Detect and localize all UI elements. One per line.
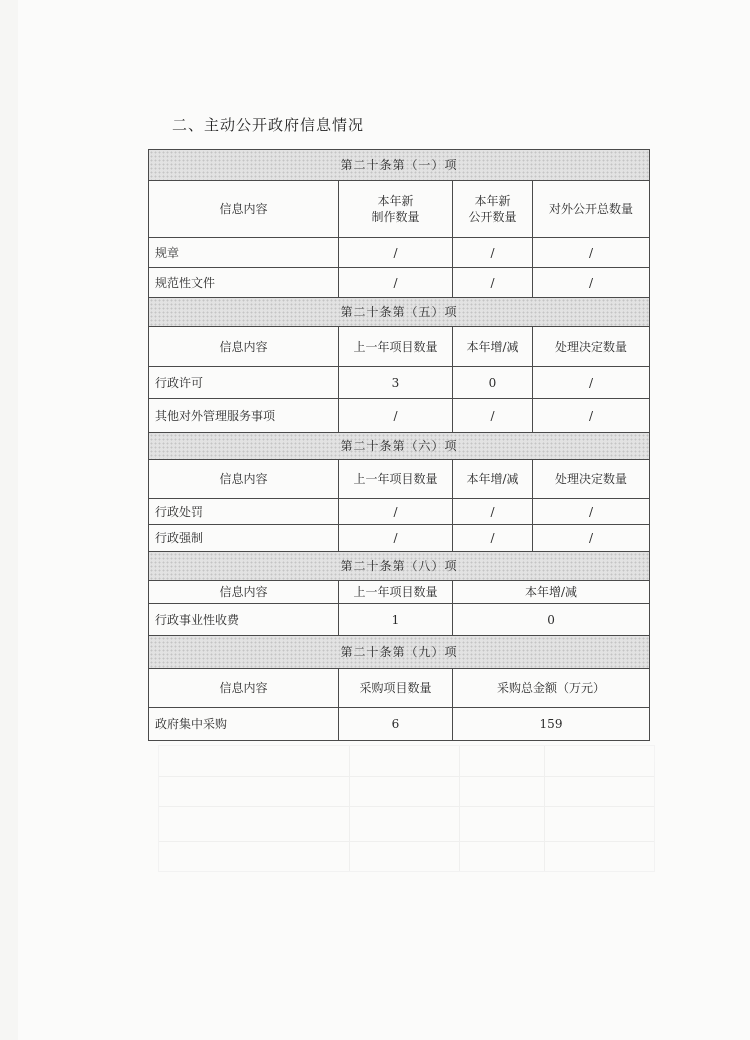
section-title-row [149,636,650,669]
table-cell: / [339,238,453,268]
table-cell: / [339,499,453,525]
table-row [149,399,650,433]
table-cell: 行政许可 [149,367,339,399]
header-row [149,581,650,604]
header-cell: 本年新 制作数量 [339,181,453,238]
header-cell: 上一年项目数量 [339,327,453,367]
table-row [149,604,650,636]
table-row [149,499,650,525]
table-cell: / [453,238,533,268]
table-cell: 159 [453,708,650,741]
table-cell: / [533,367,650,399]
info-disclosure-table [148,149,650,741]
table-cell: 规范性文件 [149,268,339,298]
table-cell: / [533,238,650,268]
table-cell: / [339,525,453,552]
header-row [149,669,650,708]
section-title-row [149,433,650,460]
table-cell: / [453,268,533,298]
table-cell: 其他对外管理服务事项 [149,399,339,433]
table-cell: 3 [339,367,453,399]
bleed-through-table [158,745,655,872]
table-cell: 规章 [149,238,339,268]
table-cell: 行政处罚 [149,499,339,525]
section-title: 第二十条第（九）项 [149,636,650,669]
table-cell: / [533,399,650,433]
header-cell: 信息内容 [149,581,339,604]
header-cell: 采购总金额（万元） [453,669,650,708]
section-title: 第二十条第（一）项 [149,150,650,181]
table-cell: 行政事业性收费 [149,604,339,636]
section-title-row [149,298,650,327]
table-row [149,268,650,298]
table-row [149,708,650,741]
table-cell: 政府集中采购 [149,708,339,741]
header-cell: 上一年项目数量 [339,460,453,499]
table-row [149,367,650,399]
table-cell: / [533,499,650,525]
table-cell: / [339,399,453,433]
table-row [149,238,650,268]
header-row [149,460,650,499]
header-cell: 本年增/减 [453,460,533,499]
header-cell: 信息内容 [149,327,339,367]
header-cell: 本年增/减 [453,581,650,604]
header-cell: 信息内容 [149,669,339,708]
table-cell: 1 [339,604,453,636]
header-cell: 信息内容 [149,181,339,238]
header-row [149,181,650,238]
section-title: 第二十条第（八）项 [149,552,650,581]
section-title: 第二十条第（六）项 [149,433,650,460]
table-cell: / [453,499,533,525]
table-cell: / [533,268,650,298]
section-title-row [149,150,650,181]
header-cell: 本年增/减 [453,327,533,367]
header-cell: 采购项目数量 [339,669,453,708]
table-cell: / [453,399,533,433]
table-cell: / [533,525,650,552]
table-cell: 0 [453,604,650,636]
header-cell: 上一年项目数量 [339,581,453,604]
table-row [149,525,650,552]
table-cell: 行政强制 [149,525,339,552]
header-cell: 对外公开总数量 [533,181,650,238]
table-cell: 6 [339,708,453,741]
header-cell: 信息内容 [149,460,339,499]
section-title: 第二十条第（五）项 [149,298,650,327]
table-cell: / [453,525,533,552]
header-row [149,327,650,367]
section-heading: 二、主动公开政府信息情况 [172,116,365,134]
header-cell: 处理决定数量 [533,327,650,367]
table-cell: 0 [453,367,533,399]
header-cell: 处理决定数量 [533,460,650,499]
header-cell: 本年新 公开数量 [453,181,533,238]
section-title-row [149,552,650,581]
table-cell: / [339,268,453,298]
